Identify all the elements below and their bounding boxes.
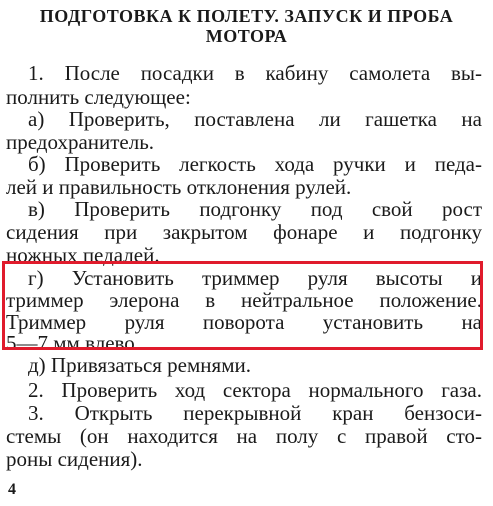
paragraph-line: роны сидения). bbox=[6, 447, 143, 471]
paragraph-line: ножных педалей. bbox=[6, 243, 160, 267]
paragraph-line: а) Проверить, поставлена ли гашетка на bbox=[28, 107, 482, 131]
highlight-box bbox=[2, 261, 483, 350]
paragraph-line: 2. Проверить ход сектора нормального газа. bbox=[28, 378, 482, 402]
paragraph-line: лей и правильность отклонения рулей. bbox=[6, 175, 352, 199]
paragraph-line: 3. Открыть перекрывной кран бензоси- bbox=[28, 401, 482, 425]
page-number: 4 bbox=[8, 481, 16, 498]
section-title-line-1: ПОДГОТОВКА К ПОЛЕТУ. ЗАПУСК И ПРОБА bbox=[39, 6, 454, 26]
highlighted-line: Триммер руля поворота установить на bbox=[6, 310, 482, 334]
paragraph-line: д) Привязаться ремнями. bbox=[28, 353, 251, 377]
highlighted-line: триммер элерона в нейтральное положение. bbox=[6, 288, 482, 312]
paragraph-line: сидения при закрытом фонаре и подгонку bbox=[6, 220, 482, 244]
highlighted-line: 5—7 мм влево. bbox=[6, 331, 141, 355]
paragraph-line: предохранитель. bbox=[6, 130, 155, 154]
paragraph-line: стемы (он находится на полу с правой сто- bbox=[6, 424, 482, 448]
paragraph-line: полнить следующее: bbox=[6, 85, 191, 109]
paragraph-line: в) Проверить подгонку под свой рост bbox=[28, 197, 482, 221]
paragraph-line: б) Проверить легкость хода ручки и педа- bbox=[28, 152, 482, 176]
section-title-line-2: МОТОРА bbox=[205, 26, 288, 46]
highlighted-line: г) Установить триммер руля высоты и bbox=[28, 266, 482, 290]
paragraph-line: 1. После посадки в кабину самолета вы- bbox=[28, 61, 482, 85]
